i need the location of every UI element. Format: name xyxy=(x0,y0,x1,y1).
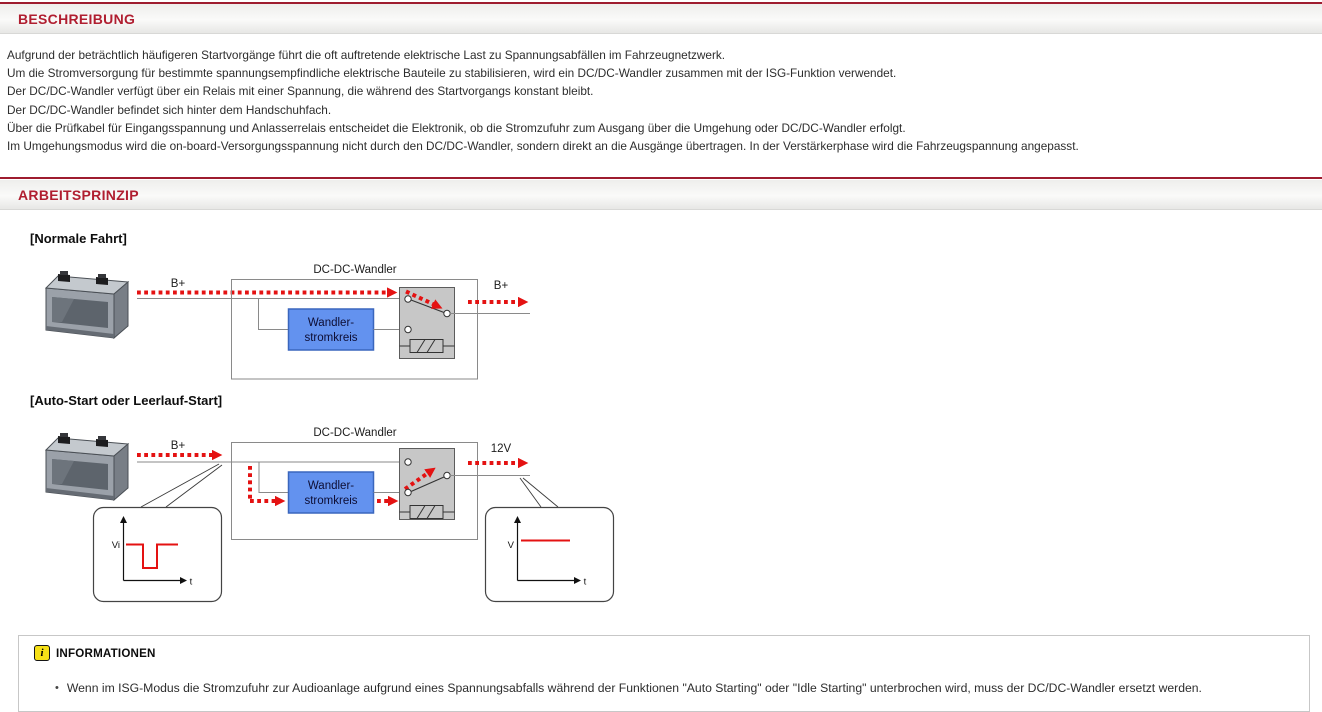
description-line: Im Umgehungsmodus wird die on-board-Versorgungsspannung nicht durch den DC/DC-Wandler, sondern direkt an die Ausgänge übertragen. In der Verstärkerphase wird die Fahrzeugspannung angepasst. xyxy=(7,139,1079,154)
informationen-box xyxy=(18,635,1310,712)
diagram2-caption: [Auto-Start oder Leerlauf-Start] xyxy=(30,393,223,408)
diagram1-caption: [Normale Fahrt] xyxy=(30,231,127,246)
section-header-beschreibung xyxy=(0,4,1322,34)
diagram2-output-label: 12V xyxy=(490,443,512,455)
x-axis-label: t xyxy=(189,576,193,588)
description-line: Um die Stromversorgung für bestimmte spannungsempfindliche elektrische Bauteile zu stabilisieren, wird ein DC/DC-Wandler zusammen mit der ISG-Funktion verwendet. xyxy=(7,66,897,81)
battery-image xyxy=(46,433,128,500)
callout-leader-left xyxy=(166,465,222,507)
section-title-arbeitsprinzip: ARBEITSPRINZIP xyxy=(18,186,139,203)
diagram2-box-label: DC-DC-Wandler xyxy=(313,427,397,439)
y-axis-label: Vi xyxy=(111,540,120,551)
converter-label-line1: Wandler- xyxy=(307,317,355,329)
bullet-icon: • xyxy=(55,682,59,694)
relay-coil xyxy=(410,340,443,353)
relay xyxy=(400,288,455,359)
description-line: Über die Prüfkabel für Eingangsspannung und Anlasserrelais entscheidet die Elektronik, ob die Stromzufuhr zum Ausgang über die Umgehung oder DC/DC-Wandler erfolgt. xyxy=(7,120,906,135)
callout-leader-right xyxy=(520,478,541,507)
diagram1-output-label: B+ xyxy=(493,280,509,292)
info-bullet-text: Wenn im ISG-Modus die Stromzufuhr zur Audioanlage aufgrund eines Spannungsabfalls während der Funktionen "Auto Starting" oder "Idle Starting" unterbrochen wird, muss der DC/DC-Wandler ersetzt werden. xyxy=(66,681,1202,695)
wire-branch xyxy=(259,462,288,493)
battery-image xyxy=(46,271,128,338)
section-divider-middle xyxy=(0,177,1322,179)
description-line: Aufgrund der beträchtlich häufigeren Startvorgänge führt die oft auftretende elektrische Last zu Spannungsabfällen im Fahrzeugnetzwerk. xyxy=(7,48,726,62)
description-paragraph xyxy=(7,46,1317,155)
diagram-normale-fahrt xyxy=(0,252,700,395)
output-voltage-graph xyxy=(486,508,614,602)
input-voltage-graph xyxy=(94,508,222,602)
relay-coil xyxy=(410,506,443,519)
converter-label-line2: stromkreis xyxy=(304,495,358,507)
info-icon: i xyxy=(34,645,50,661)
description-line: Der DC/DC-Wandler befindet sich hinter dem Handschuhfach. xyxy=(7,102,332,117)
relay xyxy=(400,449,455,520)
description-line: Der DC/DC-Wandler verfügt über ein Relais mit einer Spannung, die während des Startvorgangs konstant bleibt. xyxy=(7,84,594,99)
x-axis-label: t xyxy=(583,576,587,588)
converter-label-line2: stromkreis xyxy=(304,332,358,344)
callout-leader-left xyxy=(141,464,219,507)
diagram-auto-start xyxy=(0,420,700,615)
diagram2-input-label: B+ xyxy=(170,440,186,452)
diagram1-input-label: B+ xyxy=(170,278,186,290)
info-title: INFORMATIONEN xyxy=(56,646,156,660)
section-title-beschreibung: BESCHREIBUNG xyxy=(18,10,136,27)
callout-leader-right xyxy=(523,478,558,507)
info-bullet-item xyxy=(55,681,1295,696)
wire-branch xyxy=(259,299,289,330)
diagram1-box-label: DC-DC-Wandler xyxy=(313,264,397,276)
section-header-arbeitsprinzip xyxy=(0,180,1322,210)
y-axis-label: V xyxy=(507,540,514,551)
converter-label-line1: Wandler- xyxy=(307,480,355,492)
